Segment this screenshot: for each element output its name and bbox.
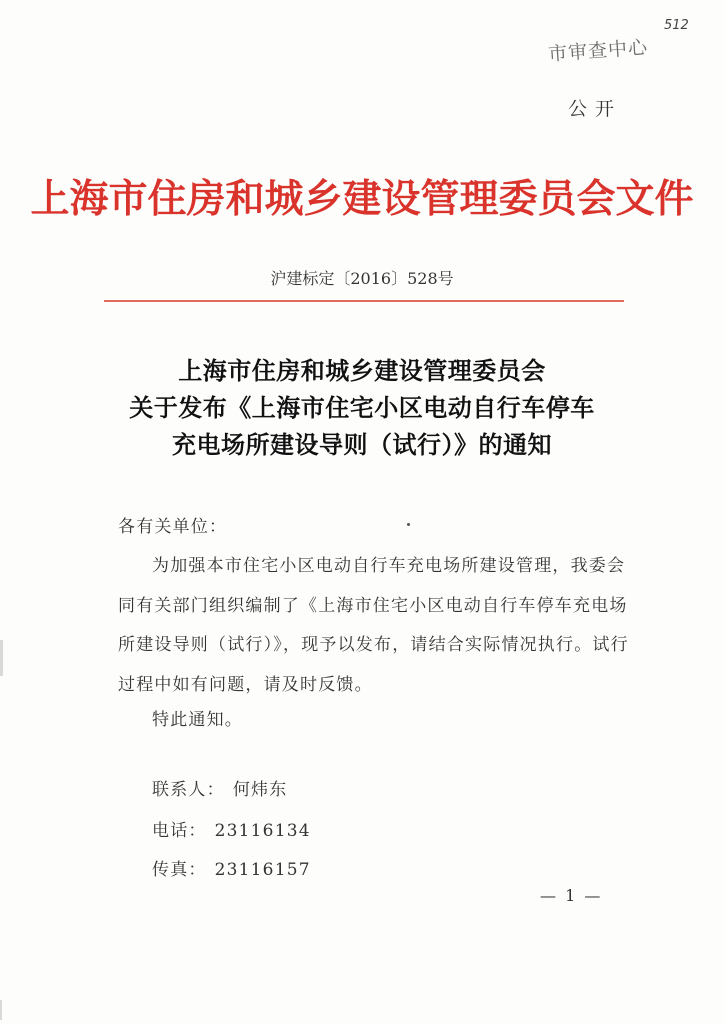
contact-fax-value: 23116157 [214,860,311,880]
archive-page-number: 512 [664,18,689,33]
title-line-3: 充电场所建设导则（试行）》的通知 [172,430,552,459]
body-paragraph: 为加强本市住宅小区电动自行车充电场所建设管理，我委会同有关部门组织编制了《上海市住宅小区电动自行车停车充电场所建设导则（试行）》，现予以发布，请结合实际情况执行。试行过程中如有问题，请及时反馈。 [118,556,629,695]
document-number: 沪建标定〔2016〕528号 [270,269,454,288]
handwritten-annotation: 市审查中心 [547,36,649,66]
contact-phone-row [152,816,311,841]
page-footer-number: — 1 — [540,886,603,905]
issuer-red-header: 上海市住房和城乡建设管理委员会文件 [30,176,694,222]
contact-person-row [152,775,287,800]
title-line-1: 上海市住房和城乡建设管理委员会 [178,356,546,385]
salutation: 各有关单位： [118,517,228,537]
contact-fax-label: 传真： [152,860,207,880]
red-divider-line [104,300,624,302]
scan-speck [407,523,410,526]
contact-person-value: 何炜东 [232,780,288,800]
scan-edge-mark [0,1000,2,1020]
contact-fax-row [152,855,311,880]
title-line-2: 关于发布《上海市住宅小区电动自行车停车 [129,393,595,422]
document-title [0,352,724,463]
contact-person-label: 联系人： [152,780,225,800]
closing-remark: 特此通知。 [152,710,243,730]
scan-edge-mark [0,640,3,676]
contact-phone-label: 电话： [152,821,207,841]
classification-label: 公开 [568,98,623,120]
contact-phone-value: 23116134 [214,821,311,841]
